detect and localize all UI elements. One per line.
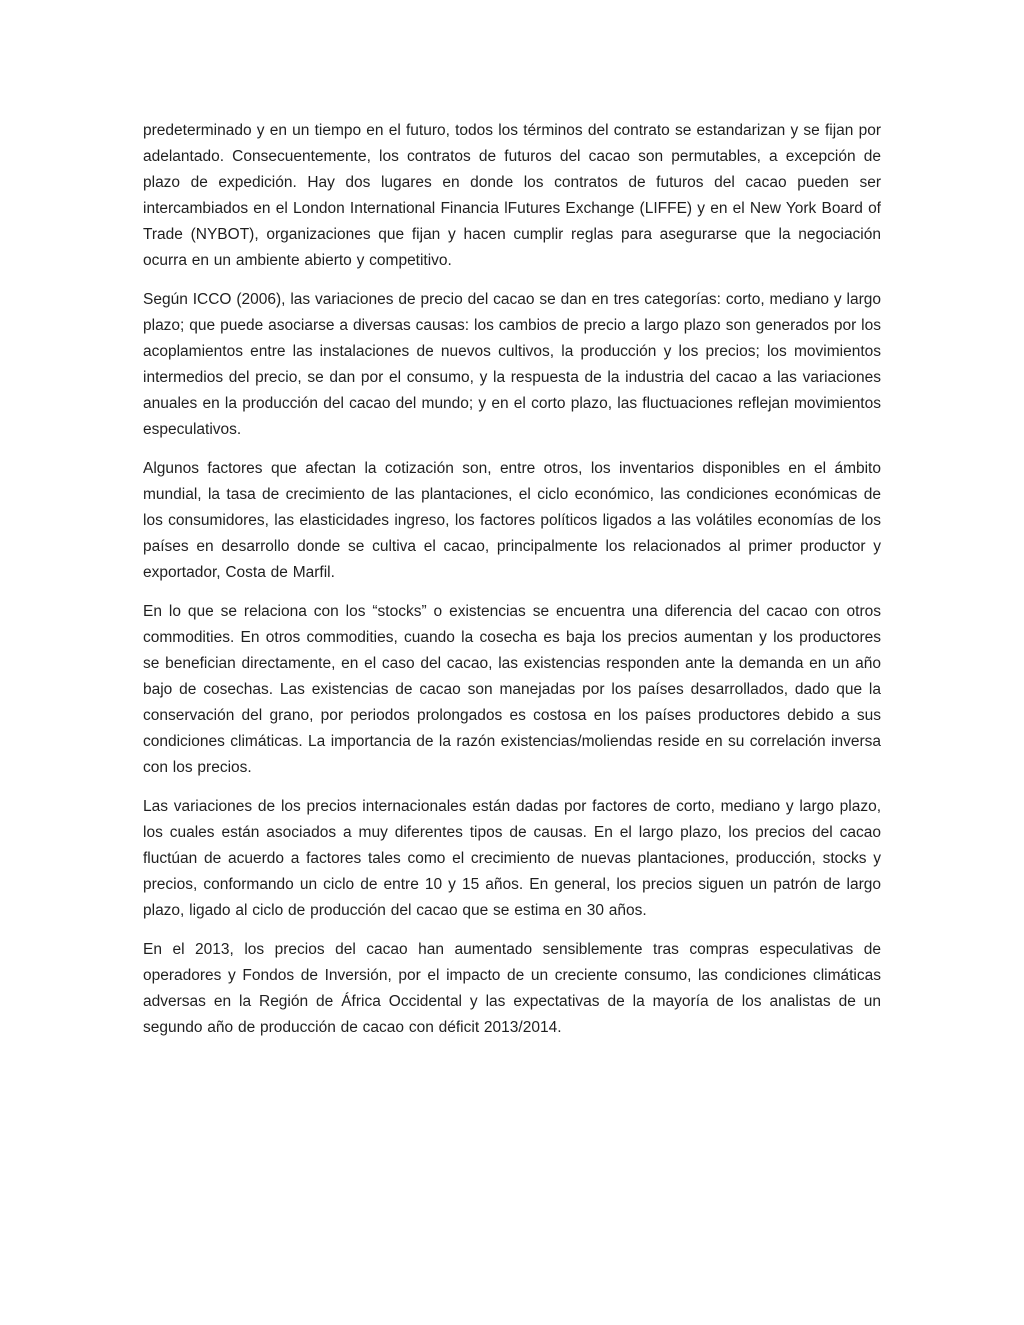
paragraph: En lo que se relaciona con los “stocks” o existencias se encuentra una diferencia del cacao con otros commodities. En otros commodities, cuando la cosecha es baja los precios aumentan y los productores se benefician directamente, en el caso del cacao, las existencias responden ante la demanda en un año bajo de cosechas. Las existencias de cacao son manejadas por los países desarrollados, dado que la conservación del grano, por periodos prolongados es costosa en los países productores debido a sus condiciones climáticas. La importancia de la razón existencias/moliendas reside en su correlación inversa con los precios. — [143, 603, 881, 776]
document-body — [143, 118, 881, 1041]
paragraph: En el 2013, los precios del cacao han aumentado sensiblemente tras compras especulativas de operadores y Fondos de Inversión, por el impacto de un creciente consumo, las condiciones climáticas adversas en la Región de África Occidental y las expectativas de la mayoría de los analistas de un segundo año de producción de cacao con déficit 2013/2014. — [143, 941, 881, 1036]
paragraph: Algunos factores que afectan la cotización son, entre otros, los inventarios disponibles en el ámbito mundial, la tasa de crecimiento de las plantaciones, el ciclo económico, las condiciones económicas de los consumidores, las elasticidades ingreso, los factores políticos ligados a las volátiles economías de los países en desarrollo donde se cultiva el cacao, principalmente los relacionados al primer productor y exportador, Costa de Marfil. — [143, 460, 881, 581]
paragraph: predeterminado y en un tiempo en el futuro, todos los términos del contrato se estandarizan y se fijan por adelantado. Consecuentemente, los contratos de futuros del cacao son permutables, a excepción de plazo de expedición. Hay dos lugares en donde los contratos de futuros del cacao pueden ser intercambiados en el London International Financia lFutures Exchange (LIFFE) y en el New York Board of Trade (NYBOT), organizaciones que fijan y hacen cumplir reglas para asegurarse que la negociación ocurra en un ambiente abierto y competitivo. — [143, 122, 881, 269]
paragraph: Según ICCO (2006), las variaciones de precio del cacao se dan en tres categorías: corto, mediano y largo plazo; que puede asociarse a diversas causas: los cambios de precio a largo plazo son generados por los acoplamientos entre las instalaciones de nuevos cultivos, la producción y los precios; los movimientos intermedios del precio, se dan por el consumo, y la respuesta de la industria del cacao a las variaciones anuales en la producción del cacao del mundo; y en el corto plazo, las fluctuaciones reflejan movimientos especulativos. — [143, 291, 881, 438]
paragraph: Las variaciones de los precios internacionales están dadas por factores de corto, mediano y largo plazo, los cuales están asociados a muy diferentes tipos de causas. En el largo plazo, los precios del cacao fluctúan de acuerdo a factores tales como el crecimiento de nuevas plantaciones, producción, stocks y precios, conformando un ciclo de entre 10 y 15 años. En general, los precios siguen un patrón de largo plazo, ligado al ciclo de producción del cacao que se estima en 30 años. — [143, 798, 881, 919]
